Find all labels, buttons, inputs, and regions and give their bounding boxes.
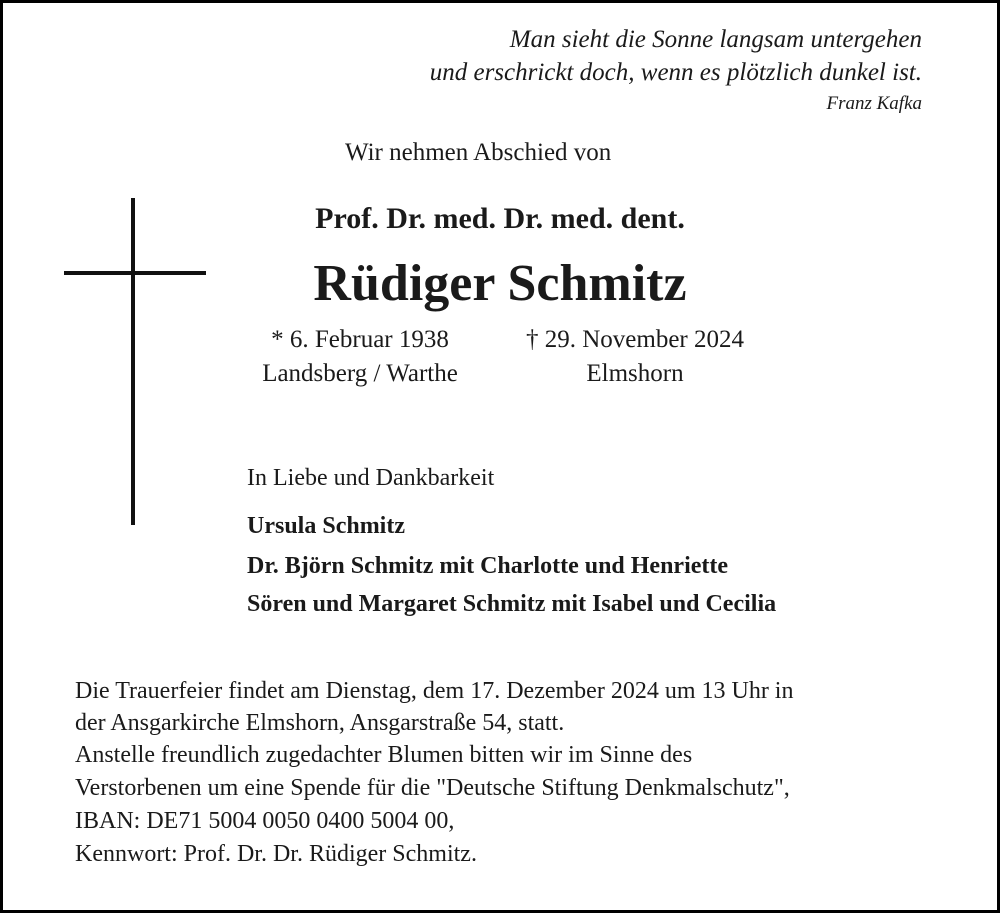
info-line: Verstorbenen um eine Spende für die "Deutsche Stiftung Denkmalschutz", (75, 775, 790, 801)
thanks-line: In Liebe und Dankbarkeit (247, 465, 495, 491)
quote-line-1: Man sieht die Sonne langsam untergehen (509, 26, 922, 53)
quote-author: Franz Kafka (826, 93, 922, 114)
death-place: Elmshorn (586, 360, 684, 387)
birth-date: * 6. Februar 1938 (271, 326, 449, 353)
info-line: Anstelle freundlich zugedachter Blumen bitten wir im Sinne des (75, 742, 693, 768)
deceased-name: Rüdiger Schmitz (313, 255, 687, 312)
quote-line-2: und erschrickt doch, wenn es plötzlich dunkel ist. (429, 59, 922, 86)
academic-title: Prof. Dr. med. Dr. med. dent. (315, 202, 685, 235)
death-date: † 29. November 2024 (525, 326, 745, 353)
farewell-intro: Wir nehmen Abschied von (345, 139, 612, 166)
mourner-line: Dr. Björn Schmitz mit Charlotte und Henriette (247, 553, 729, 579)
info-line: Kennwort: Prof. Dr. Dr. Rüdiger Schmitz. (75, 841, 477, 867)
info-line: Die Trauerfeier findet am Dienstag, dem 17. Dezember 2024 um 13 Uhr in (75, 678, 794, 704)
info-line: der Ansgarkirche Elmshorn, Ansgarstraße 54, statt. (75, 710, 565, 736)
cross-vertical-bar (131, 198, 135, 525)
birth-place: Landsberg / Warthe (262, 360, 458, 387)
mourner-line: Sören und Margaret Schmitz mit Isabel und Cecilia (247, 591, 777, 617)
mourner-line: Ursula Schmitz (247, 513, 405, 539)
info-line: IBAN: DE71 5004 0050 0400 5004 00, (75, 808, 455, 834)
